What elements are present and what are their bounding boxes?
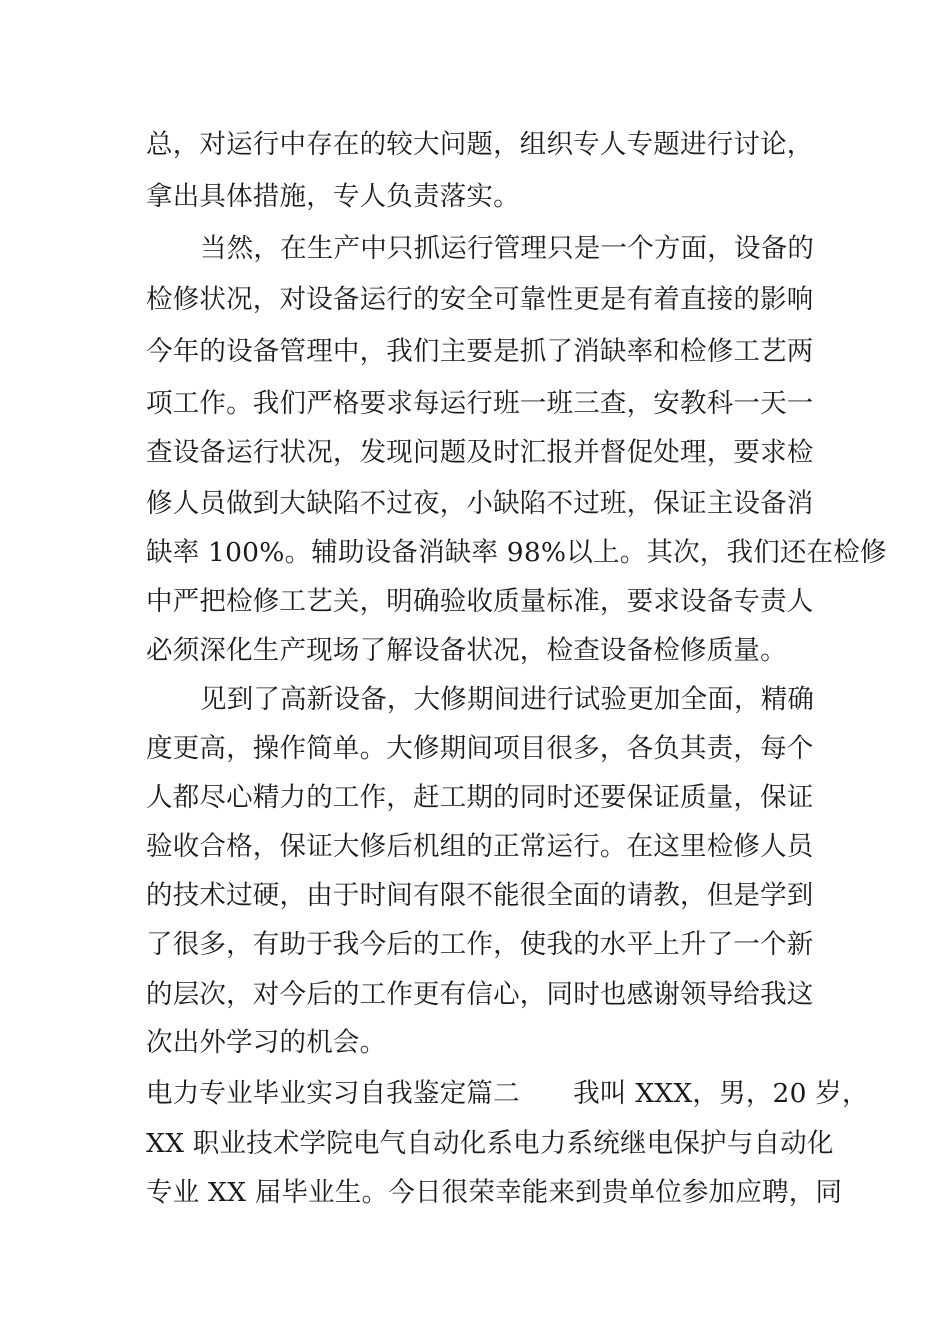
paragraph-first-line: 见到了高新设备，大修期间进行试验更加全面，精确 bbox=[200, 684, 815, 715]
text-line: 修人员做到大缺陷不过夜，小缺陷不过班，保证主设备消 bbox=[146, 488, 814, 519]
text-line: 中严把检修工艺关，明确验收质量标准，要求设备专责人 bbox=[146, 586, 814, 617]
text-line: 的层次，对今后的工作更有信心，同时也感谢领导给我这 bbox=[146, 979, 814, 1010]
section-heading-line: 电力专业毕业实习自我鉴定篇二 我叫 XXX，男，20 岁， bbox=[146, 1078, 869, 1109]
text-line: 总，对运行中存在的较大问题，组织专人专题进行讨论， bbox=[146, 129, 814, 160]
text-line: 缺率 100%。辅助设备消缺率 98%以上。其次，我们还在检修 bbox=[146, 537, 887, 568]
text-line: 验收合格，保证大修后机组的正常运行。在这里检修人员 bbox=[146, 831, 814, 862]
text-line: 人都尽心精力的工作，赶工期的同时还要保证质量，保证 bbox=[146, 782, 814, 813]
text-line: 查设备运行状况，发现问题及时汇报并督促处理，要求检 bbox=[146, 437, 814, 468]
text-line: 度更高，操作简单。大修期间项目很多，各负其责，每个 bbox=[146, 733, 814, 764]
text-line: 项工作。我们严格要求每运行班一班三查，安教科一天一 bbox=[146, 388, 814, 419]
text-line: XX 职业技术学院电气自动化系电力系统继电保护与自动化 bbox=[146, 1128, 834, 1159]
text-line: 了很多，有助于我今后的工作，使我的水平上升了一个新 bbox=[146, 929, 814, 960]
text-line: 必须深化生产现场了解设备状况，检查设备检修质量。 bbox=[146, 635, 787, 666]
text-line: 今年的设备管理中，我们主要是抓了消缺率和检修工艺两 bbox=[146, 336, 814, 367]
paragraph-first-line: 当然，在生产中只抓运行管理只是一个方面，设备的 bbox=[200, 233, 815, 264]
text-line: 拿出具体措施，专人负责落实。 bbox=[146, 181, 520, 212]
text-line: 的技术过硬，由于时间有限不能很全面的请教，但是学到 bbox=[146, 880, 814, 911]
text-line: 检修状况，对设备运行的安全可靠性更是有着直接的影响 bbox=[146, 284, 814, 315]
text-line: 次出外学习的机会。 bbox=[146, 1027, 387, 1058]
text-line: 专业 XX 届毕业生。今日很荣幸能来到贵单位参加应聘，同 bbox=[146, 1177, 843, 1208]
